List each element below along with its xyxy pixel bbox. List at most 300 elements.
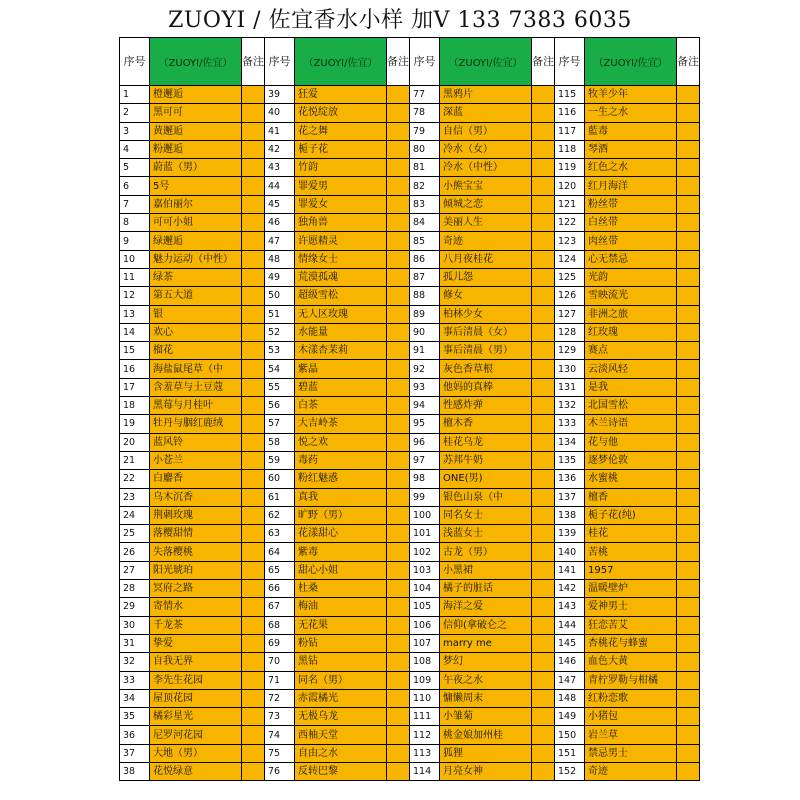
item-remark <box>387 195 410 213</box>
item-number: 126 <box>555 287 585 305</box>
item-name: 荒漠孤魂 <box>295 268 387 286</box>
item-name: 银色山泉（中 <box>440 488 532 506</box>
item-name: 桃金娘加州桂 <box>440 726 532 744</box>
item-number: 34 <box>120 689 150 707</box>
item-name: 甜心小姐 <box>295 561 387 579</box>
item-name: 粉红魅惑 <box>295 470 387 488</box>
item-name: 一生之水 <box>585 104 677 122</box>
item-name: 黑莓与月桂叶 <box>150 397 242 415</box>
item-number: 84 <box>410 214 440 232</box>
table-row <box>120 287 700 305</box>
item-name: 毒药 <box>295 451 387 469</box>
header-name: （ZUOYI/佐宜） <box>585 38 677 86</box>
item-remark <box>242 726 265 744</box>
item-number: 35 <box>120 708 150 726</box>
item-name: 灰色香草根 <box>440 360 532 378</box>
item-number: 114 <box>410 762 440 780</box>
item-number: 75 <box>265 744 295 762</box>
item-number: 74 <box>265 726 295 744</box>
item-name: 魅力运动（中性） <box>150 250 242 268</box>
item-number: 137 <box>555 488 585 506</box>
item-name: 罪爱男 <box>295 177 387 195</box>
item-name: 雪映流光 <box>585 287 677 305</box>
item-name: 心无禁忌 <box>585 250 677 268</box>
item-number: 50 <box>265 287 295 305</box>
item-remark <box>387 689 410 707</box>
header-remark: 备注 <box>387 38 410 86</box>
item-remark <box>532 762 555 780</box>
item-name: 白麝香 <box>150 470 242 488</box>
item-number: 151 <box>555 744 585 762</box>
item-number: 12 <box>120 287 150 305</box>
item-remark <box>387 250 410 268</box>
item-number: 135 <box>555 451 585 469</box>
item-number: 105 <box>410 598 440 616</box>
table-row <box>120 726 700 744</box>
item-remark <box>677 634 700 652</box>
item-name: 血色大黄 <box>585 653 677 671</box>
item-remark <box>532 305 555 323</box>
item-name: 花与他 <box>585 433 677 451</box>
item-number: 144 <box>555 616 585 634</box>
item-remark <box>387 378 410 396</box>
item-remark <box>387 305 410 323</box>
item-remark <box>387 451 410 469</box>
item-remark <box>677 543 700 561</box>
item-remark <box>677 159 700 177</box>
item-number: 56 <box>265 397 295 415</box>
item-remark <box>242 708 265 726</box>
item-remark <box>532 378 555 396</box>
header-remark: 备注 <box>677 38 700 86</box>
item-number: 123 <box>555 232 585 250</box>
item-number: 51 <box>265 305 295 323</box>
item-number: 73 <box>265 708 295 726</box>
item-number: 44 <box>265 177 295 195</box>
item-remark <box>387 214 410 232</box>
table-row <box>120 634 700 652</box>
item-number: 41 <box>265 122 295 140</box>
item-name: 粉丝带 <box>585 195 677 213</box>
item-remark <box>677 378 700 396</box>
item-name: 同名女士 <box>440 506 532 524</box>
table-row <box>120 561 700 579</box>
item-name: 落樱甜情 <box>150 525 242 543</box>
item-number: 147 <box>555 671 585 689</box>
item-remark <box>242 287 265 305</box>
table-row <box>120 488 700 506</box>
item-remark <box>387 525 410 543</box>
item-number: 109 <box>410 671 440 689</box>
item-name: 慵懒周末 <box>440 689 532 707</box>
item-remark <box>242 470 265 488</box>
item-remark <box>242 451 265 469</box>
item-name: 橘彩星光 <box>150 708 242 726</box>
item-name: 修女 <box>440 287 532 305</box>
item-remark <box>677 525 700 543</box>
item-name: 他妈的真棒 <box>440 378 532 396</box>
item-number: 47 <box>265 232 295 250</box>
item-name: 苦桃 <box>585 543 677 561</box>
item-name: 银 <box>150 305 242 323</box>
item-remark <box>387 543 410 561</box>
item-remark <box>387 159 410 177</box>
item-remark <box>242 525 265 543</box>
item-name: 1957 <box>585 561 677 579</box>
item-number: 58 <box>265 433 295 451</box>
item-remark <box>532 159 555 177</box>
item-remark <box>532 104 555 122</box>
item-name: 乌木沉香 <box>150 488 242 506</box>
item-remark <box>242 378 265 396</box>
item-remark <box>532 634 555 652</box>
item-number: 3 <box>120 122 150 140</box>
table-row <box>120 250 700 268</box>
item-remark <box>677 506 700 524</box>
item-remark <box>532 214 555 232</box>
item-name: 信仰(拿破仑之 <box>440 616 532 634</box>
item-remark <box>242 653 265 671</box>
item-number: 99 <box>410 488 440 506</box>
item-name: 绿邂逅 <box>150 232 242 250</box>
item-remark <box>387 86 410 104</box>
item-name: 红色之水 <box>585 159 677 177</box>
item-name: 粉邂逅 <box>150 140 242 158</box>
header-seq: 序号 <box>120 38 150 86</box>
item-remark <box>677 415 700 433</box>
item-number: 96 <box>410 433 440 451</box>
item-remark <box>242 506 265 524</box>
item-number: 100 <box>410 506 440 524</box>
item-name: 海盐鼠尾草（中 <box>150 360 242 378</box>
item-number: 128 <box>555 323 585 341</box>
item-name: 含羞草与土豆蔻 <box>150 378 242 396</box>
item-number: 91 <box>410 342 440 360</box>
table-row <box>120 653 700 671</box>
item-remark <box>242 104 265 122</box>
item-number: 49 <box>265 268 295 286</box>
item-remark <box>677 323 700 341</box>
item-number: 118 <box>555 140 585 158</box>
item-remark <box>532 543 555 561</box>
item-remark <box>387 268 410 286</box>
item-number: 7 <box>120 195 150 213</box>
item-remark <box>532 616 555 634</box>
item-remark <box>532 268 555 286</box>
item-number: 27 <box>120 561 150 579</box>
item-number: 63 <box>265 525 295 543</box>
item-remark <box>242 580 265 598</box>
item-remark <box>242 433 265 451</box>
item-name: 是我 <box>585 378 677 396</box>
item-name: marry me <box>440 634 532 652</box>
item-remark <box>532 470 555 488</box>
item-name: 狂恋苦艾 <box>585 616 677 634</box>
item-name: 蓝风铃 <box>150 433 242 451</box>
item-remark <box>677 305 700 323</box>
item-name: 藍毒 <box>585 122 677 140</box>
item-name: 爱神男士 <box>585 598 677 616</box>
item-number: 132 <box>555 397 585 415</box>
item-number: 1 <box>120 86 150 104</box>
header-seq: 序号 <box>265 38 295 86</box>
item-remark <box>242 214 265 232</box>
item-name: 木兰诗语 <box>585 415 677 433</box>
item-number: 139 <box>555 525 585 543</box>
header-name: （ZUOYI/佐宜） <box>150 38 242 86</box>
item-number: 6 <box>120 177 150 195</box>
item-name: 冥府之路 <box>150 580 242 598</box>
item-number: 138 <box>555 506 585 524</box>
item-name: 竹韵 <box>295 159 387 177</box>
item-number: 31 <box>120 634 150 652</box>
item-name: 西柚天堂 <box>295 726 387 744</box>
item-number: 68 <box>265 616 295 634</box>
table-row <box>120 543 700 561</box>
item-name: 杜桑 <box>295 580 387 598</box>
item-number: 33 <box>120 671 150 689</box>
item-number: 97 <box>410 451 440 469</box>
item-number: 131 <box>555 378 585 396</box>
table-row <box>120 305 700 323</box>
item-remark <box>532 360 555 378</box>
item-remark <box>532 86 555 104</box>
item-number: 82 <box>410 177 440 195</box>
table-row <box>120 122 700 140</box>
item-name: 花漾甜心 <box>295 525 387 543</box>
item-number: 117 <box>555 122 585 140</box>
item-name: 悦之欢 <box>295 433 387 451</box>
table-row <box>120 232 700 250</box>
item-remark <box>677 140 700 158</box>
item-name: 月亮女神 <box>440 762 532 780</box>
item-remark <box>242 744 265 762</box>
item-remark <box>532 232 555 250</box>
item-number: 93 <box>410 378 440 396</box>
item-number: 25 <box>120 525 150 543</box>
table-row <box>120 580 700 598</box>
table-row <box>120 506 700 524</box>
item-remark <box>387 342 410 360</box>
item-name: 桂花乌龙 <box>440 433 532 451</box>
item-name: 非洲之旅 <box>585 305 677 323</box>
item-number: 134 <box>555 433 585 451</box>
item-name: 小苍兰 <box>150 451 242 469</box>
item-remark <box>532 689 555 707</box>
item-remark <box>387 232 410 250</box>
item-remark <box>242 122 265 140</box>
item-name: 浅蓝女士 <box>440 525 532 543</box>
item-number: 140 <box>555 543 585 561</box>
item-remark <box>387 616 410 634</box>
item-name: 小雏菊 <box>440 708 532 726</box>
item-number: 55 <box>265 378 295 396</box>
item-name: 赛点 <box>585 342 677 360</box>
item-remark <box>677 488 700 506</box>
item-name: 独角兽 <box>295 214 387 232</box>
item-name: 水能量 <box>295 323 387 341</box>
item-number: 64 <box>265 543 295 561</box>
item-name: 荆刺玫瑰 <box>150 506 242 524</box>
item-remark <box>242 598 265 616</box>
item-remark <box>387 122 410 140</box>
item-remark <box>387 470 410 488</box>
item-name: 孤儿怨 <box>440 268 532 286</box>
item-number: 85 <box>410 232 440 250</box>
item-number: 79 <box>410 122 440 140</box>
item-number: 124 <box>555 250 585 268</box>
item-name: 小猪包 <box>585 708 677 726</box>
item-remark <box>677 580 700 598</box>
table-row <box>120 214 700 232</box>
item-number: 32 <box>120 653 150 671</box>
item-name: 情缘女士 <box>295 250 387 268</box>
item-name: 檀香 <box>585 488 677 506</box>
item-remark <box>242 305 265 323</box>
item-name: 栀子花 <box>295 140 387 158</box>
item-remark <box>532 342 555 360</box>
item-name: 无人区玫瑰 <box>295 305 387 323</box>
item-number: 83 <box>410 195 440 213</box>
header-seq: 序号 <box>410 38 440 86</box>
item-remark <box>242 415 265 433</box>
item-number: 148 <box>555 689 585 707</box>
item-name: 大吉岭茶 <box>295 415 387 433</box>
table-row <box>120 415 700 433</box>
item-remark <box>677 360 700 378</box>
item-number: 62 <box>265 506 295 524</box>
item-remark <box>242 195 265 213</box>
item-remark <box>532 506 555 524</box>
item-number: 90 <box>410 323 440 341</box>
header-remark: 备注 <box>532 38 555 86</box>
item-name: 杏桃花与蜂蜜 <box>585 634 677 652</box>
item-name: 嘉伯丽尔 <box>150 195 242 213</box>
item-remark <box>387 598 410 616</box>
item-number: 26 <box>120 543 150 561</box>
item-number: 80 <box>410 140 440 158</box>
item-number: 8 <box>120 214 150 232</box>
item-name: 超级雪松 <box>295 287 387 305</box>
item-name: 反转巴黎 <box>295 762 387 780</box>
item-name: 冷水（女） <box>440 140 532 158</box>
item-remark <box>677 598 700 616</box>
item-name: 木漾杏茉莉 <box>295 342 387 360</box>
item-remark <box>532 122 555 140</box>
page-title: ZUOYI / 佐宜香水小样 加V 133 7383 6035 <box>168 8 632 33</box>
item-remark <box>387 671 410 689</box>
item-name: 自信（男） <box>440 122 532 140</box>
item-number: 39 <box>265 86 295 104</box>
item-name: 狂爱 <box>295 86 387 104</box>
item-remark <box>677 232 700 250</box>
item-name: 无花果 <box>295 616 387 634</box>
item-remark <box>532 744 555 762</box>
item-remark <box>387 415 410 433</box>
item-number: 120 <box>555 177 585 195</box>
item-remark <box>532 561 555 579</box>
header-seq: 序号 <box>555 38 585 86</box>
item-remark <box>532 726 555 744</box>
item-number: 59 <box>265 451 295 469</box>
item-number: 40 <box>265 104 295 122</box>
item-number: 21 <box>120 451 150 469</box>
perfume-table <box>119 37 700 781</box>
table-row <box>120 451 700 469</box>
item-remark <box>387 104 410 122</box>
item-name: 寄情水 <box>150 598 242 616</box>
item-number: 101 <box>410 525 440 543</box>
item-number: 72 <box>265 689 295 707</box>
item-number: 76 <box>265 762 295 780</box>
item-number: 70 <box>265 653 295 671</box>
item-number: 67 <box>265 598 295 616</box>
item-name: 紫毒 <box>295 543 387 561</box>
item-number: 88 <box>410 287 440 305</box>
item-number: 69 <box>265 634 295 652</box>
item-remark <box>242 177 265 195</box>
item-name: 无极乌龙 <box>295 708 387 726</box>
item-number: 98 <box>410 470 440 488</box>
item-number: 103 <box>410 561 440 579</box>
table-row <box>120 598 700 616</box>
item-name: 5号 <box>150 177 242 195</box>
item-remark <box>677 287 700 305</box>
item-remark <box>242 689 265 707</box>
item-remark <box>387 580 410 598</box>
item-name: 黑鸦片 <box>440 86 532 104</box>
item-remark <box>387 433 410 451</box>
item-number: 150 <box>555 726 585 744</box>
item-number: 36 <box>120 726 150 744</box>
item-name: 同名（男） <box>295 671 387 689</box>
item-number: 125 <box>555 268 585 286</box>
item-number: 57 <box>265 415 295 433</box>
item-remark <box>532 140 555 158</box>
item-number: 104 <box>410 580 440 598</box>
item-remark <box>387 634 410 652</box>
item-name: 大地（男） <box>150 744 242 762</box>
item-name: 阳光琥珀 <box>150 561 242 579</box>
item-name: 牡丹与胭红鹿绒 <box>150 415 242 433</box>
item-remark <box>677 122 700 140</box>
item-name: 碧蓝 <box>295 378 387 396</box>
item-number: 20 <box>120 433 150 451</box>
item-number: 89 <box>410 305 440 323</box>
item-number: 13 <box>120 305 150 323</box>
price-list-sheet <box>119 37 700 800</box>
item-remark <box>242 140 265 158</box>
item-number: 95 <box>410 415 440 433</box>
table-row <box>120 708 700 726</box>
item-remark <box>677 433 700 451</box>
item-name: 失落樱桃 <box>150 543 242 561</box>
item-remark <box>242 397 265 415</box>
item-remark <box>532 708 555 726</box>
table-row <box>120 323 700 341</box>
item-number: 107 <box>410 634 440 652</box>
item-remark <box>242 671 265 689</box>
item-name: 第五大道 <box>150 287 242 305</box>
item-number: 149 <box>555 708 585 726</box>
table-row <box>120 268 700 286</box>
item-remark <box>387 360 410 378</box>
item-name: 白丝带 <box>585 214 677 232</box>
item-remark <box>532 323 555 341</box>
table-row <box>120 744 700 762</box>
item-name: 事后清晨（男） <box>440 342 532 360</box>
item-name: 午夜之水 <box>440 671 532 689</box>
